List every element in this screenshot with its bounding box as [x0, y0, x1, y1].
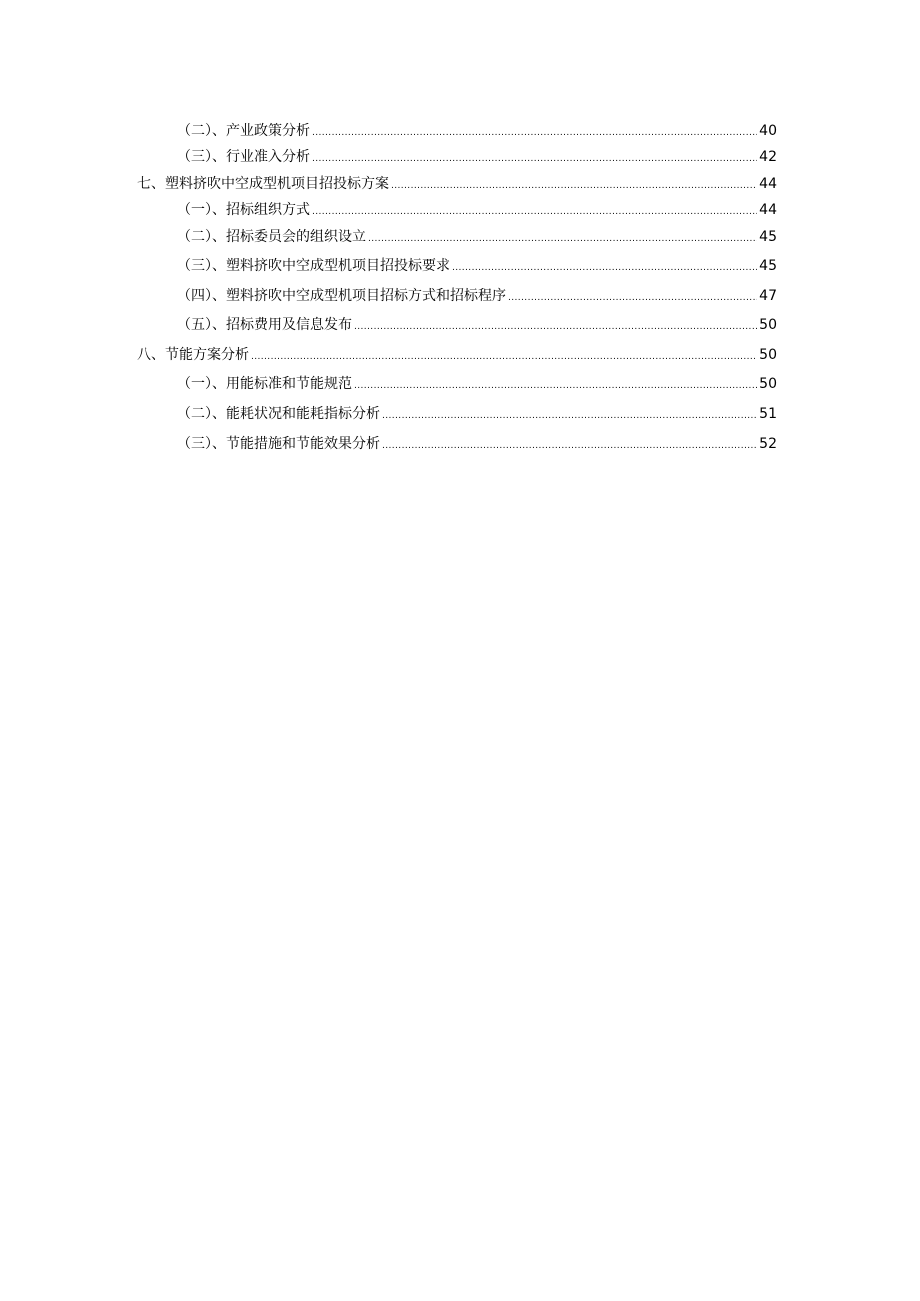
toc-entry-page: 47 — [759, 288, 777, 304]
toc-dot-leader — [452, 257, 757, 279]
toc-entry[interactable] — [0, 146, 920, 168]
toc-dot-leader — [391, 175, 757, 197]
toc-entry[interactable] — [0, 173, 920, 195]
toc-entry[interactable] — [0, 433, 920, 455]
toc-dot-leader — [312, 148, 757, 170]
toc-entry-title: （三）、节能措施和节能效果分析 — [177, 436, 380, 452]
toc-dot-leader — [312, 201, 757, 223]
toc-entry[interactable] — [0, 226, 920, 248]
toc-entry-page: 50 — [759, 317, 777, 333]
toc-entry[interactable] — [0, 373, 920, 395]
toc-dot-leader — [312, 122, 757, 144]
toc-entry-page: 45 — [759, 229, 777, 245]
toc-entry-page: 45 — [759, 258, 777, 274]
toc-entry-title: （三）、行业准入分析 — [177, 149, 310, 165]
toc-entry-title: （四）、塑料挤吹中空成型机项目招标方式和招标程序 — [177, 288, 506, 304]
toc-entry-page: 50 — [759, 347, 777, 363]
toc-entry-title: （一）、招标组织方式 — [177, 202, 310, 218]
toc-entry[interactable] — [0, 285, 920, 307]
toc-entry-title: 八、节能方案分析 — [137, 347, 249, 363]
toc-entry-title: （一）、用能标准和节能规范 — [177, 376, 352, 392]
toc-entry[interactable] — [0, 344, 920, 366]
toc-entry[interactable] — [0, 199, 920, 221]
toc-entry-title: （二）、产业政策分析 — [177, 123, 310, 139]
toc-dot-leader — [354, 316, 757, 338]
toc-dot-leader — [368, 228, 757, 250]
toc-entry-page: 44 — [759, 176, 777, 192]
toc-dot-leader — [354, 375, 757, 397]
toc-dot-leader — [382, 405, 757, 427]
toc-entry[interactable] — [0, 314, 920, 336]
toc-entry-page: 42 — [759, 149, 777, 165]
toc-entry-page: 40 — [759, 123, 777, 139]
toc-entry[interactable] — [0, 120, 920, 142]
toc-dot-leader — [251, 346, 757, 368]
toc-entry-title: （二）、招标委员会的组织设立 — [177, 229, 366, 245]
toc-entry[interactable] — [0, 255, 920, 277]
toc-entry-page: 51 — [759, 406, 777, 422]
toc-entry-page: 50 — [759, 376, 777, 392]
toc-entry-title: （二）、能耗状况和能耗指标分析 — [177, 406, 380, 422]
toc-entry[interactable] — [0, 403, 920, 425]
toc-entry-page: 44 — [759, 202, 777, 218]
toc-entry-title: 七、塑料挤吹中空成型机项目招投标方案 — [137, 176, 389, 192]
toc-entry-page: 52 — [759, 436, 777, 452]
toc-dot-leader — [508, 287, 757, 309]
toc-entry-title: （五）、招标费用及信息发布 — [177, 317, 352, 333]
toc-entry-title: （三）、塑料挤吹中空成型机项目招投标要求 — [177, 258, 450, 274]
toc-dot-leader — [382, 435, 757, 457]
